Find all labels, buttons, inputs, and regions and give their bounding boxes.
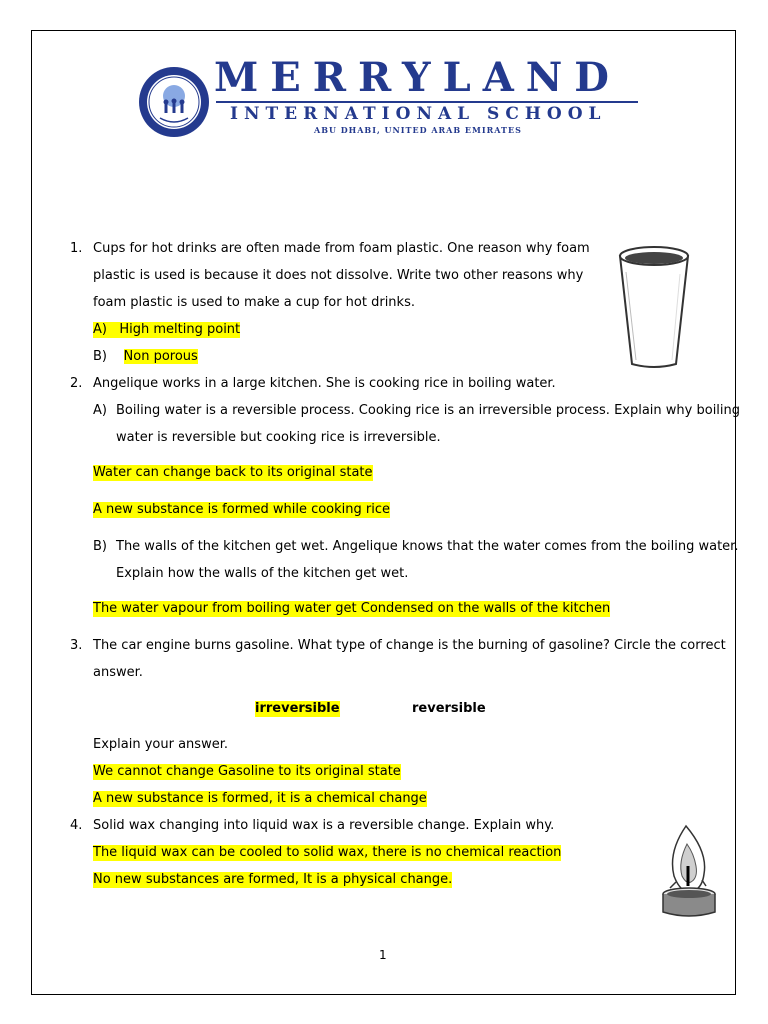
- q1-answer-a: A) High melting point: [93, 322, 241, 337]
- q3-answer-1: We cannot change Gasoline to its original state: [93, 764, 401, 779]
- foam-cup-illustration: [614, 242, 694, 372]
- q4-answer-1: The liquid wax can be cooled to solid wax, there is no chemical reaction: [93, 845, 562, 860]
- q2a-answer-2: A new substance is formed while cooking rice: [93, 502, 391, 517]
- q3-number: 3.: [70, 638, 83, 653]
- q3-text-line-1: The car engine burns gasoline. What type of change is the burning of gasoline? Circle the correct: [93, 638, 726, 653]
- q3-text-line-2: answer.: [93, 665, 143, 680]
- q1-answer-b: B) Non porous: [93, 349, 198, 364]
- school-name: MERRYLAND: [214, 54, 621, 101]
- q2a-label: A): [93, 403, 107, 418]
- q4-answer-2: No new substances are formed, It is a physical change.: [93, 872, 453, 887]
- q1-text-line-3: foam plastic is used to make a cup for hot drinks.: [93, 295, 415, 310]
- q2a-text-line-2: water is reversible but cooking rice is irreversible.: [116, 430, 441, 445]
- q3-answer-2: A new substance is formed, it is a chemical change: [93, 791, 427, 806]
- q1-text-line-2: plastic is used is because it does not dissolve. Write two other reasons why: [93, 268, 584, 283]
- q3-option-reversible[interactable]: reversible: [412, 701, 486, 716]
- q2b-text-line-2: Explain how the walls of the kitchen get wet.: [116, 566, 409, 581]
- school-seal-logo: [138, 66, 210, 138]
- school-location: ABU DHABI, UNITED ARAB EMIRATES: [314, 125, 522, 135]
- q1-number: 1.: [70, 241, 83, 256]
- q2-number: 2.: [70, 376, 83, 391]
- candle-illustration: [656, 822, 722, 920]
- q3-option-irreversible[interactable]: irreversible: [255, 701, 340, 716]
- q2a-text-line-1: Boiling water is a reversible process. Cooking rice is an irreversible process. Explain why boiling: [116, 403, 741, 418]
- q2b-text-line-1: The walls of the kitchen get wet. Angelique knows that the water comes from the boiling water.: [116, 539, 739, 554]
- school-subtitle: INTERNATIONAL SCHOOL: [230, 104, 607, 124]
- q1-text-line-1: Cups for hot drinks are often made from foam plastic. One reason why foam: [93, 241, 590, 256]
- q2b-label: B): [93, 539, 107, 554]
- page-number: 1: [379, 948, 387, 962]
- q2a-answer-1: Water can change back to its original state: [93, 465, 373, 480]
- q2b-answer: The water vapour from boiling water get Condensed on the walls of the kitchen: [93, 601, 611, 616]
- q4-number: 4.: [70, 818, 83, 833]
- q2-text: Angelique works in a large kitchen. She is cooking rice in boiling water.: [93, 376, 556, 391]
- q4-text: Solid wax changing into liquid wax is a reversible change. Explain why.: [93, 818, 555, 833]
- q3-explain-prompt: Explain your answer.: [93, 737, 228, 752]
